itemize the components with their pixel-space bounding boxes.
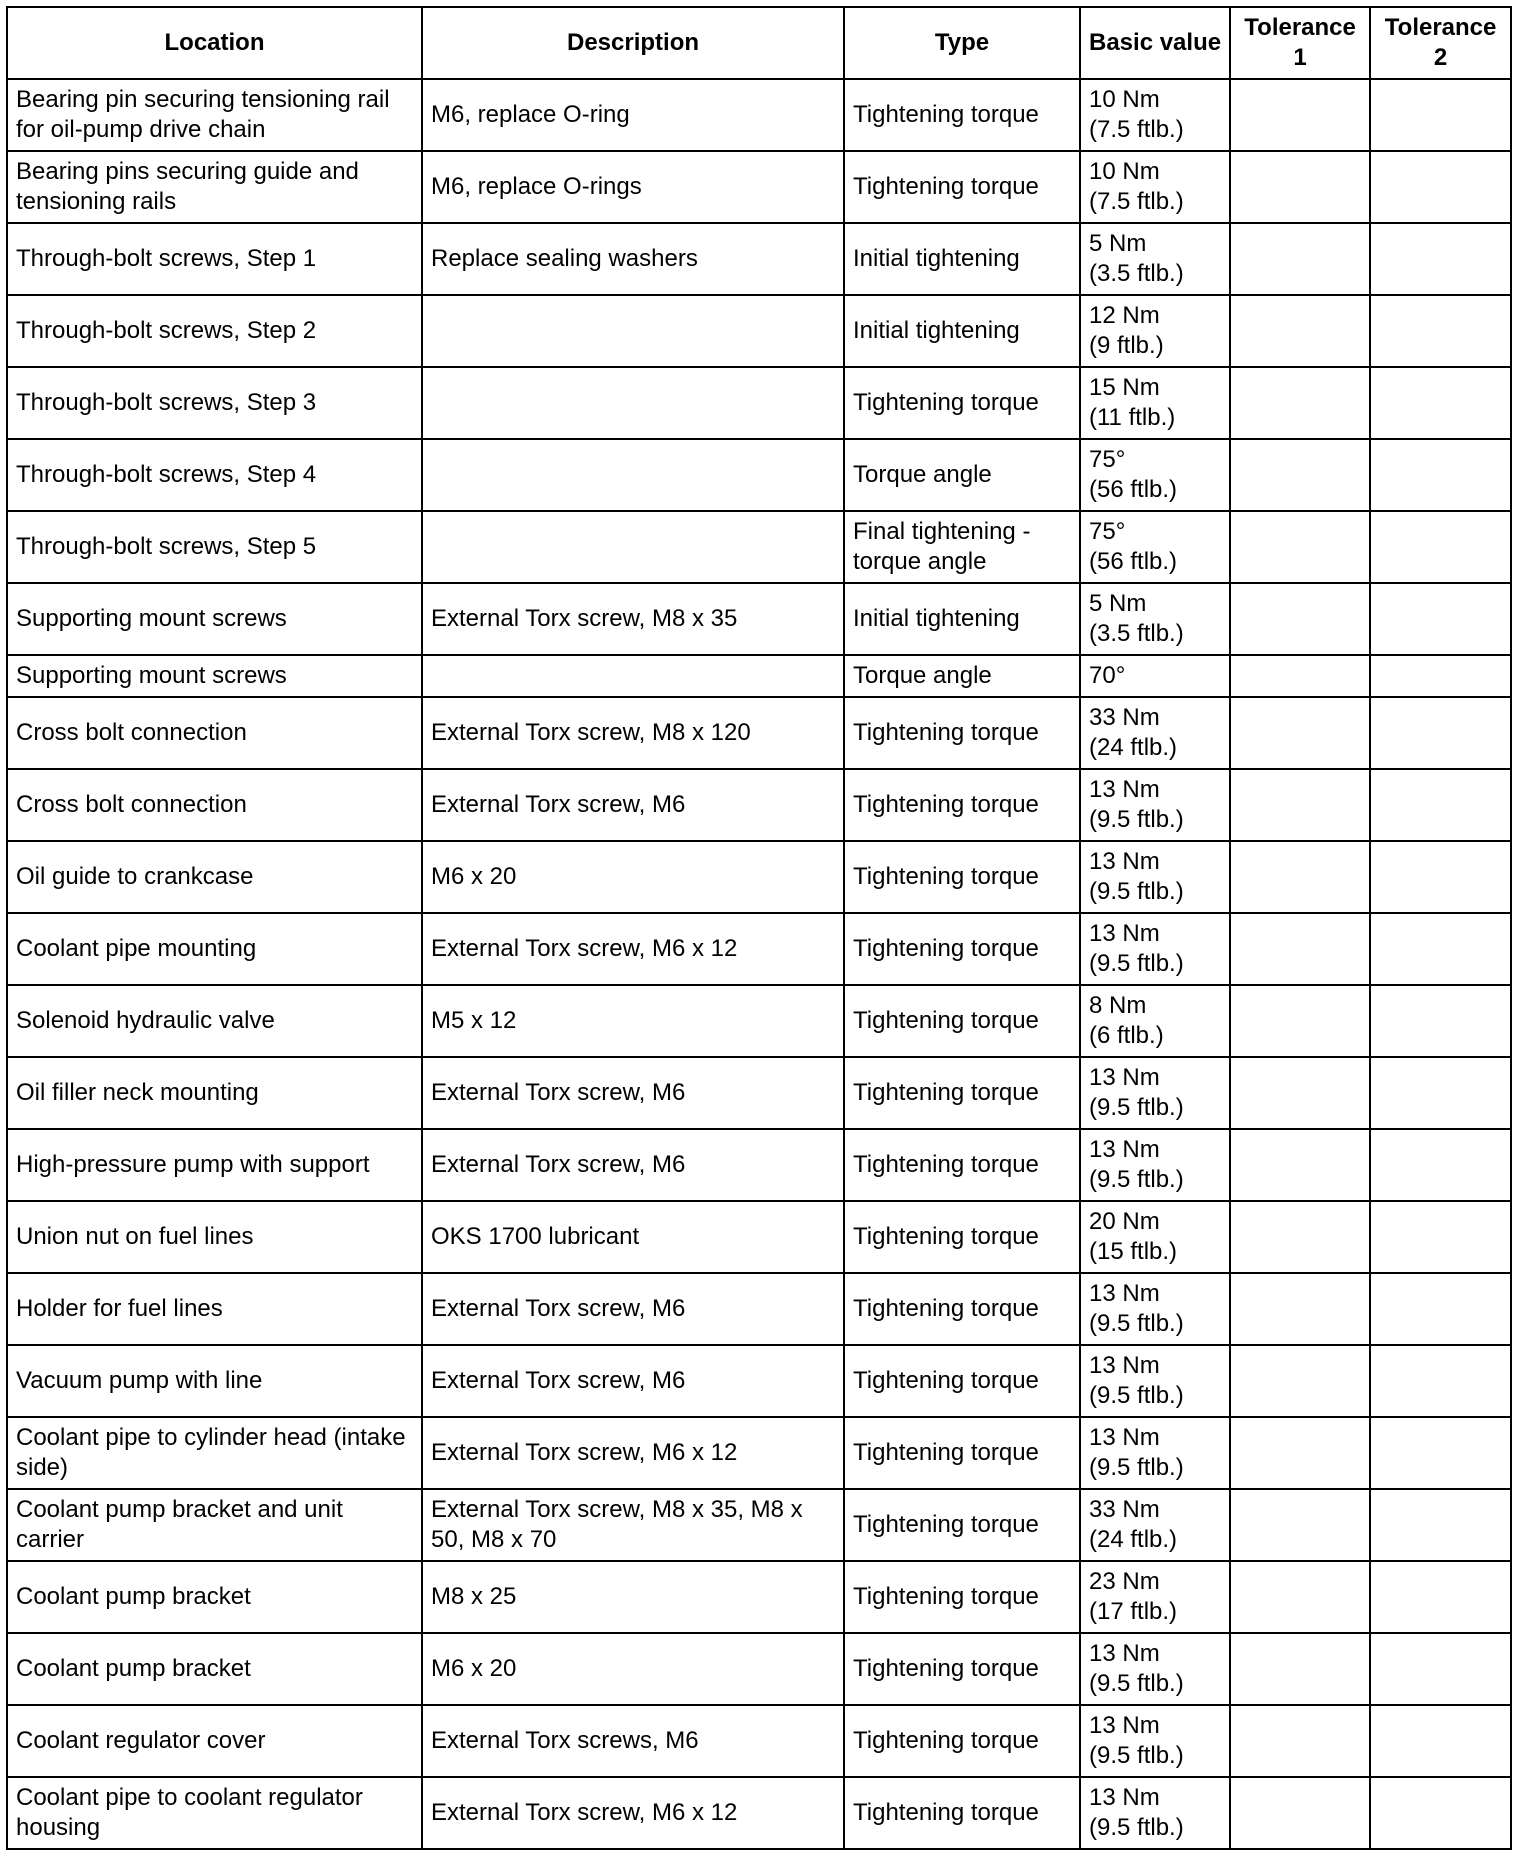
imperial-value: (24 ftlb.) <box>1089 1526 1178 1553</box>
cell-tolerance-2 <box>1370 295 1511 367</box>
table-row <box>7 985 1511 1057</box>
cell-location: Vacuum pump with line <box>7 1345 422 1417</box>
cell-description: External Torx screws, M6 <box>422 1705 844 1777</box>
metric-value: 15 Nm <box>1089 374 1160 401</box>
cell-tolerance-1 <box>1230 985 1370 1057</box>
imperial-value: (3.5 ftlb.) <box>1089 260 1184 287</box>
cell-tolerance-2 <box>1370 151 1511 223</box>
cell-location: Through-bolt screws, Step 3 <box>7 367 422 439</box>
imperial-value: (9.5 ftlb.) <box>1089 1166 1184 1193</box>
cell-tolerance-2 <box>1370 367 1511 439</box>
header-type: Type <box>844 7 1080 79</box>
cell-tolerance-2 <box>1370 1633 1511 1705</box>
cell-basic-value <box>1080 1777 1230 1849</box>
metric-value: 33 Nm <box>1089 1496 1160 1523</box>
cell-basic-value <box>1080 439 1230 511</box>
cell-tolerance-1 <box>1230 79 1370 151</box>
cell-basic-value <box>1080 1633 1230 1705</box>
cell-tolerance-2 <box>1370 985 1511 1057</box>
cell-tolerance-1 <box>1230 1057 1370 1129</box>
cell-location: Holder for fuel lines <box>7 1273 422 1345</box>
header-tolerance-2: Tolerance 2 <box>1370 7 1511 79</box>
cell-type: Tightening torque <box>844 985 1080 1057</box>
cell-type: Tightening torque <box>844 769 1080 841</box>
cell-type: Tightening torque <box>844 1345 1080 1417</box>
cell-description: OKS 1700 lubricant <box>422 1201 844 1273</box>
cell-description <box>422 439 844 511</box>
table-row <box>7 841 1511 913</box>
cell-tolerance-2 <box>1370 511 1511 583</box>
cell-type: Tightening torque <box>844 1129 1080 1201</box>
cell-basic-value <box>1080 583 1230 655</box>
header-tolerance-1: Tolerance 1 <box>1230 7 1370 79</box>
cell-tolerance-2 <box>1370 769 1511 841</box>
cell-tolerance-2 <box>1370 655 1511 697</box>
imperial-value: (9 ftlb.) <box>1089 332 1164 359</box>
table-row <box>7 511 1511 583</box>
cell-description: External Torx screw, M6 x 12 <box>422 913 844 985</box>
cell-location: Cross bolt connection <box>7 697 422 769</box>
cell-location: Coolant pipe to coolant regulator housing <box>7 1777 422 1849</box>
cell-type: Final tightening - torque angle <box>844 511 1080 583</box>
cell-basic-value <box>1080 511 1230 583</box>
imperial-value: (24 ftlb.) <box>1089 734 1178 761</box>
cell-description: M6 x 20 <box>422 1633 844 1705</box>
cell-tolerance-1 <box>1230 1633 1370 1705</box>
cell-location: Coolant pipe mounting <box>7 913 422 985</box>
cell-type: Tightening torque <box>844 841 1080 913</box>
metric-value: 33 Nm <box>1089 704 1160 731</box>
imperial-value: (7.5 ftlb.) <box>1089 188 1184 215</box>
header-description: Description <box>422 7 844 79</box>
cell-basic-value <box>1080 1129 1230 1201</box>
cell-description: External Torx screw, M6 <box>422 769 844 841</box>
cell-description: M6, replace O-rings <box>422 151 844 223</box>
metric-value: 13 Nm <box>1089 1064 1160 1091</box>
cell-description: External Torx screw, M8 x 120 <box>422 697 844 769</box>
table-row <box>7 1201 1511 1273</box>
cell-tolerance-1 <box>1230 655 1370 697</box>
cell-tolerance-2 <box>1370 1201 1511 1273</box>
table-row <box>7 1561 1511 1633</box>
imperial-value: (15 ftlb.) <box>1089 1238 1178 1265</box>
metric-value: 13 Nm <box>1089 776 1160 803</box>
cell-tolerance-1 <box>1230 913 1370 985</box>
cell-location: Coolant pump bracket <box>7 1561 422 1633</box>
cell-basic-value <box>1080 913 1230 985</box>
table-row <box>7 1129 1511 1201</box>
table-row <box>7 79 1511 151</box>
cell-tolerance-2 <box>1370 697 1511 769</box>
cell-location: Bearing pins securing guide and tensioning rails <box>7 151 422 223</box>
metric-value: 13 Nm <box>1089 920 1160 947</box>
cell-type: Tightening torque <box>844 79 1080 151</box>
metric-value: 70° <box>1089 662 1126 689</box>
table-row <box>7 1777 1511 1849</box>
cell-basic-value <box>1080 1345 1230 1417</box>
cell-description: M6, replace O-ring <box>422 79 844 151</box>
cell-location: Solenoid hydraulic valve <box>7 985 422 1057</box>
cell-type: Tightening torque <box>844 367 1080 439</box>
cell-location: Coolant pipe to cylinder head (intake side) <box>7 1417 422 1489</box>
imperial-value: (9.5 ftlb.) <box>1089 1814 1184 1841</box>
imperial-value: (7.5 ftlb.) <box>1089 116 1184 143</box>
cell-basic-value <box>1080 985 1230 1057</box>
cell-tolerance-1 <box>1230 583 1370 655</box>
metric-value: 5 Nm <box>1089 590 1147 617</box>
cell-location: Bearing pin securing tensioning rail for oil-pump drive chain <box>7 79 422 151</box>
cell-basic-value <box>1080 151 1230 223</box>
header-location: Location <box>7 7 422 79</box>
cell-tolerance-2 <box>1370 79 1511 151</box>
imperial-value: (9.5 ftlb.) <box>1089 1310 1184 1337</box>
cell-description: External Torx screw, M6 <box>422 1273 844 1345</box>
cell-description <box>422 295 844 367</box>
cell-tolerance-2 <box>1370 223 1511 295</box>
imperial-value: (56 ftlb.) <box>1089 548 1178 575</box>
cell-description: External Torx screw, M6 <box>422 1057 844 1129</box>
table-row <box>7 1273 1511 1345</box>
metric-value: 13 Nm <box>1089 1280 1160 1307</box>
cell-location: Coolant pump bracket <box>7 1633 422 1705</box>
cell-description: External Torx screw, M8 x 35, M8 x 50, M8 x 70 <box>422 1489 844 1561</box>
table-row <box>7 1489 1511 1561</box>
cell-basic-value <box>1080 697 1230 769</box>
table-row <box>7 1705 1511 1777</box>
cell-tolerance-2 <box>1370 439 1511 511</box>
cell-description: External Torx screw, M8 x 35 <box>422 583 844 655</box>
metric-value: 13 Nm <box>1089 1136 1160 1163</box>
cell-basic-value <box>1080 367 1230 439</box>
cell-tolerance-1 <box>1230 1417 1370 1489</box>
cell-location: Union nut on fuel lines <box>7 1201 422 1273</box>
cell-tolerance-1 <box>1230 697 1370 769</box>
cell-description: M5 x 12 <box>422 985 844 1057</box>
cell-type: Tightening torque <box>844 1705 1080 1777</box>
metric-value: 5 Nm <box>1089 230 1147 257</box>
table-body <box>7 79 1511 1849</box>
table-row <box>7 295 1511 367</box>
cell-tolerance-2 <box>1370 1345 1511 1417</box>
cell-description: M8 x 25 <box>422 1561 844 1633</box>
cell-basic-value <box>1080 841 1230 913</box>
cell-location: Coolant pump bracket and unit carrier <box>7 1489 422 1561</box>
metric-value: 75° <box>1089 518 1126 545</box>
cell-description <box>422 511 844 583</box>
cell-type: Tightening torque <box>844 1417 1080 1489</box>
cell-tolerance-1 <box>1230 295 1370 367</box>
cell-type: Tightening torque <box>844 151 1080 223</box>
cell-tolerance-2 <box>1370 1417 1511 1489</box>
cell-location: Supporting mount screws <box>7 583 422 655</box>
cell-tolerance-2 <box>1370 1129 1511 1201</box>
cell-type: Tightening torque <box>844 1201 1080 1273</box>
cell-tolerance-2 <box>1370 1057 1511 1129</box>
table-row <box>7 913 1511 985</box>
cell-tolerance-1 <box>1230 511 1370 583</box>
cell-tolerance-1 <box>1230 1345 1370 1417</box>
table-row <box>7 1633 1511 1705</box>
imperial-value: (17 ftlb.) <box>1089 1598 1178 1625</box>
cell-tolerance-1 <box>1230 1129 1370 1201</box>
cell-tolerance-2 <box>1370 1705 1511 1777</box>
cell-type: Tightening torque <box>844 1561 1080 1633</box>
imperial-value: (9.5 ftlb.) <box>1089 806 1184 833</box>
table-row <box>7 439 1511 511</box>
imperial-value: (9.5 ftlb.) <box>1089 1670 1184 1697</box>
cell-location: Through-bolt screws, Step 1 <box>7 223 422 295</box>
table-row <box>7 697 1511 769</box>
cell-tolerance-2 <box>1370 583 1511 655</box>
imperial-value: (9.5 ftlb.) <box>1089 1742 1184 1769</box>
cell-basic-value <box>1080 1273 1230 1345</box>
cell-basic-value <box>1080 295 1230 367</box>
cell-basic-value <box>1080 1057 1230 1129</box>
cell-type: Tightening torque <box>844 1489 1080 1561</box>
imperial-value: (3.5 ftlb.) <box>1089 620 1184 647</box>
metric-value: 13 Nm <box>1089 1784 1160 1811</box>
table-row <box>7 1345 1511 1417</box>
cell-location: High-pressure pump with support <box>7 1129 422 1201</box>
cell-tolerance-2 <box>1370 1273 1511 1345</box>
table-row <box>7 367 1511 439</box>
cell-type: Initial tightening <box>844 583 1080 655</box>
cell-basic-value <box>1080 223 1230 295</box>
cell-tolerance-1 <box>1230 367 1370 439</box>
cell-type: Initial tightening <box>844 295 1080 367</box>
table-row <box>7 1057 1511 1129</box>
cell-type: Tightening torque <box>844 1273 1080 1345</box>
cell-tolerance-1 <box>1230 223 1370 295</box>
imperial-value: (56 ftlb.) <box>1089 476 1178 503</box>
cell-tolerance-1 <box>1230 769 1370 841</box>
cell-type: Tightening torque <box>844 913 1080 985</box>
cell-location: Supporting mount screws <box>7 655 422 697</box>
cell-tolerance-1 <box>1230 841 1370 913</box>
spec-table-container <box>6 6 1512 1850</box>
cell-description <box>422 367 844 439</box>
cell-location: Through-bolt screws, Step 5 <box>7 511 422 583</box>
imperial-value: (6 ftlb.) <box>1089 1022 1164 1049</box>
cell-basic-value <box>1080 769 1230 841</box>
cell-type: Initial tightening <box>844 223 1080 295</box>
cell-description: M6 x 20 <box>422 841 844 913</box>
cell-tolerance-1 <box>1230 1273 1370 1345</box>
cell-description <box>422 655 844 697</box>
cell-tolerance-1 <box>1230 1561 1370 1633</box>
table-row <box>7 1417 1511 1489</box>
table-row <box>7 655 1511 697</box>
cell-type: Tightening torque <box>844 1057 1080 1129</box>
metric-value: 12 Nm <box>1089 302 1160 329</box>
imperial-value: (9.5 ftlb.) <box>1089 1382 1184 1409</box>
cell-location: Cross bolt connection <box>7 769 422 841</box>
cell-description: External Torx screw, M6 <box>422 1129 844 1201</box>
metric-value: 20 Nm <box>1089 1208 1160 1235</box>
cell-type: Tightening torque <box>844 1777 1080 1849</box>
cell-location: Through-bolt screws, Step 4 <box>7 439 422 511</box>
cell-tolerance-1 <box>1230 151 1370 223</box>
imperial-value: (9.5 ftlb.) <box>1089 878 1184 905</box>
metric-value: 13 Nm <box>1089 848 1160 875</box>
metric-value: 23 Nm <box>1089 1568 1160 1595</box>
cell-description: Replace sealing washers <box>422 223 844 295</box>
table-header-row <box>7 7 1511 79</box>
table-row <box>7 151 1511 223</box>
table-row <box>7 769 1511 841</box>
cell-tolerance-1 <box>1230 1201 1370 1273</box>
cell-tolerance-2 <box>1370 1561 1511 1633</box>
metric-value: 10 Nm <box>1089 86 1160 113</box>
cell-tolerance-1 <box>1230 1777 1370 1849</box>
cell-description: External Torx screw, M6 x 12 <box>422 1777 844 1849</box>
metric-value: 8 Nm <box>1089 992 1147 1019</box>
cell-tolerance-2 <box>1370 841 1511 913</box>
table-row <box>7 583 1511 655</box>
cell-tolerance-1 <box>1230 1705 1370 1777</box>
imperial-value: (9.5 ftlb.) <box>1089 1094 1184 1121</box>
cell-type: Tightening torque <box>844 697 1080 769</box>
cell-location: Through-bolt screws, Step 2 <box>7 295 422 367</box>
cell-tolerance-2 <box>1370 913 1511 985</box>
cell-location: Oil guide to crankcase <box>7 841 422 913</box>
cell-type: Torque angle <box>844 655 1080 697</box>
imperial-value: (9.5 ftlb.) <box>1089 950 1184 977</box>
cell-basic-value <box>1080 1417 1230 1489</box>
cell-tolerance-2 <box>1370 1489 1511 1561</box>
header-basic-value: Basic value <box>1080 7 1230 79</box>
cell-location: Coolant regulator cover <box>7 1705 422 1777</box>
cell-type: Tightening torque <box>844 1633 1080 1705</box>
cell-tolerance-2 <box>1370 1777 1511 1849</box>
cell-tolerance-1 <box>1230 1489 1370 1561</box>
cell-basic-value <box>1080 79 1230 151</box>
imperial-value: (11 ftlb.) <box>1089 404 1176 431</box>
cell-basic-value <box>1080 1489 1230 1561</box>
cell-type: Torque angle <box>844 439 1080 511</box>
metric-value: 13 Nm <box>1089 1640 1160 1667</box>
cell-basic-value <box>1080 1705 1230 1777</box>
torque-spec-table <box>6 6 1512 1850</box>
cell-tolerance-1 <box>1230 439 1370 511</box>
imperial-value: (9.5 ftlb.) <box>1089 1454 1184 1481</box>
cell-description: External Torx screw, M6 x 12 <box>422 1417 844 1489</box>
cell-location: Oil filler neck mounting <box>7 1057 422 1129</box>
cell-basic-value <box>1080 655 1230 697</box>
cell-basic-value <box>1080 1201 1230 1273</box>
metric-value: 13 Nm <box>1089 1424 1160 1451</box>
cell-basic-value <box>1080 1561 1230 1633</box>
metric-value: 10 Nm <box>1089 158 1160 185</box>
metric-value: 13 Nm <box>1089 1352 1160 1379</box>
table-row <box>7 223 1511 295</box>
metric-value: 13 Nm <box>1089 1712 1160 1739</box>
metric-value: 75° <box>1089 446 1126 473</box>
cell-description: External Torx screw, M6 <box>422 1345 844 1417</box>
